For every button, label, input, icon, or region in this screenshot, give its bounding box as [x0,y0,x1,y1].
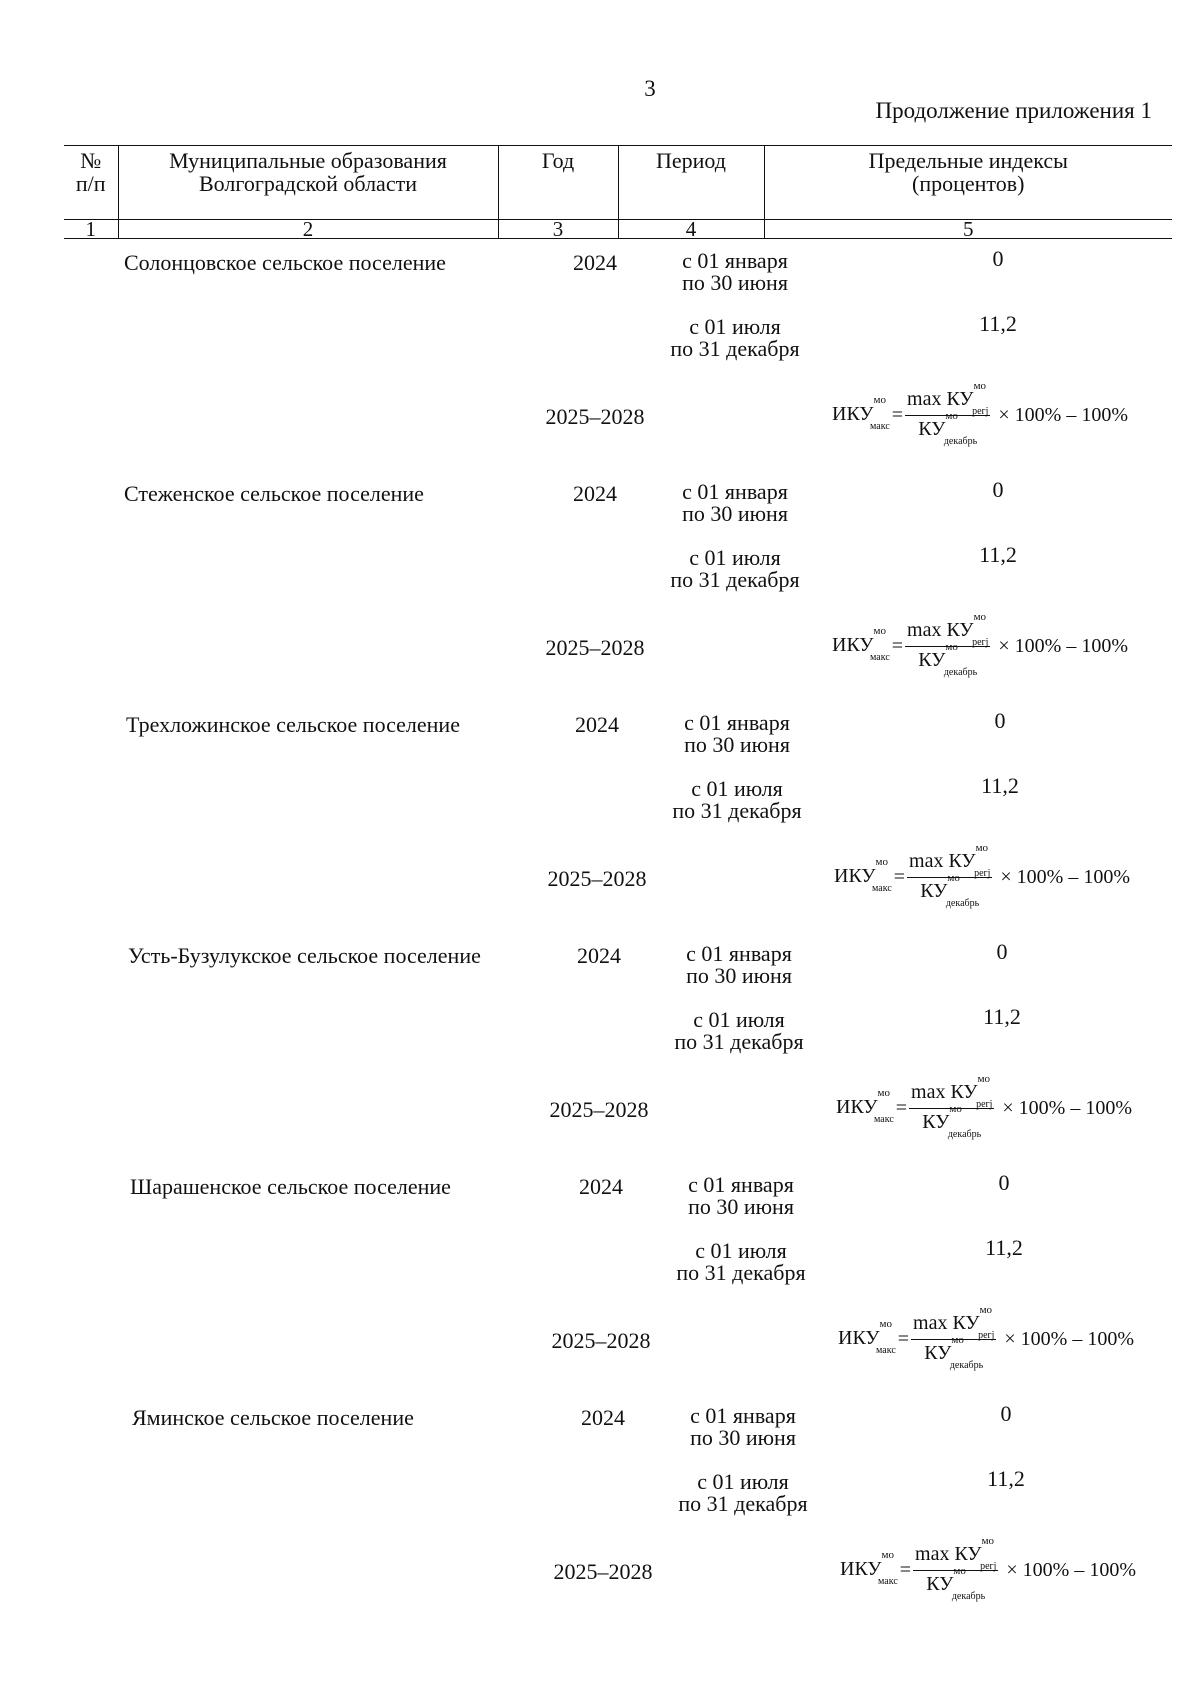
formula-tail: × 100% – 100% [1004,1328,1134,1350]
column-number: 4 [618,220,764,239]
period-first-half: с 01 января по 30 июня [686,941,792,988]
formula-tail: × 100% – 100% [998,635,1128,657]
year-2024: 2024 [573,250,617,275]
formula-numerator: $\max КУ^{мо}_{регj}$ [907,380,989,417]
period-first-half: с 01 января по 30 июня [684,710,790,757]
year-range: 2025–2028 [551,1328,651,1353]
index-value-first-half: 0 [1000,1401,1012,1426]
formula-tail: × 100% – 100% [998,404,1128,426]
year-2024: 2024 [579,1174,623,1199]
formula-lhs: $ИКУ^{мо}_{макс}$ [836,1087,894,1125]
column-number: 5 [764,220,1172,239]
header-col-year: Год [498,146,618,220]
year-range: 2025–2028 [553,1559,653,1584]
municipality-name: Яминское сельское поселение [132,1405,414,1430]
formula-fraction [909,1073,994,1140]
period-first-half: с 01 января по 30 июня [682,479,788,526]
year-2024: 2024 [573,481,617,506]
formula-equals: = [891,404,904,426]
index-formula [836,1073,1132,1140]
period-second-half: с 01 июля по 31 декабря [670,314,800,361]
index-value-second-half: 11,2 [981,773,1019,798]
page-number: 3 [644,76,656,101]
formula-lhs: $ИКУ^{мо}_{макс}$ [832,625,890,663]
table-body [0,246,1200,1636]
period-first-half: с 01 января по 30 июня [690,1403,796,1450]
municipality-block [0,477,1200,712]
header-col-municipality: Муниципальные образования Волгоградской области [118,146,498,220]
formula-numerator: $\max КУ^{мо}_{регj}$ [911,1073,993,1110]
formula-denominator: $КУ^{мо}_{декабрь}$ [918,641,978,678]
period-second-half: с 01 июля по 31 декабря [676,1238,806,1285]
municipality-name: Усть-Бузулукское сельское поселение [128,943,481,968]
column-number: 3 [498,220,618,239]
municipality-name: Шарашенское сельское поселение [130,1174,451,1199]
formula-fraction [905,611,990,678]
municipality-block [2,708,1200,943]
index-value-second-half: 11,2 [983,1004,1021,1029]
index-value-first-half: 0 [996,939,1008,964]
index-value-first-half: 0 [992,477,1004,502]
year-range: 2025–2028 [549,1097,649,1122]
period-second-half: с 01 июля по 31 декабря [678,1469,808,1516]
index-formula [838,1304,1134,1371]
formula-lhs: $ИКУ^{мо}_{макс}$ [832,394,890,432]
formula-numerator: $\max КУ^{мо}_{регj}$ [913,1304,995,1341]
formula-tail: × 100% – 100% [1006,1559,1136,1581]
index-formula [832,611,1128,678]
formula-numerator: $\max КУ^{мо}_{регj}$ [915,1535,997,1572]
formula-denominator: $КУ^{мо}_{декабрь}$ [924,1334,984,1371]
index-formula [832,380,1128,447]
period-second-half: с 01 июля по 31 декабря [670,545,800,592]
formula-lhs: $ИКУ^{мо}_{макс}$ [840,1549,898,1587]
formula-equals: = [899,1559,912,1581]
year-range: 2025–2028 [545,404,645,429]
formula-fraction [907,842,992,909]
index-value-first-half: 0 [994,708,1006,733]
year-2024: 2024 [577,943,621,968]
period-second-half: с 01 июля по 31 декабря [672,776,802,823]
municipality-name: Трехложинское сельское поселение [126,712,460,737]
header-col-period: Период [618,146,764,220]
municipality-block [4,939,1200,1174]
header-col-index: Предельные индексы (процентов) [764,146,1172,220]
table-header [64,145,1172,239]
column-number-row [64,220,1172,239]
municipality-name: Стеженское сельское поселение [124,481,424,506]
index-value-first-half: 0 [998,1170,1010,1195]
municipality-name: Солонцовское сельское поселение [124,250,446,275]
formula-tail: × 100% – 100% [1000,866,1130,888]
index-value-second-half: 11,2 [985,1235,1023,1260]
formula-denominator: $КУ^{мо}_{декабрь}$ [918,410,978,447]
period-first-half: с 01 января по 30 июня [682,248,788,295]
year-range: 2025–2028 [547,866,647,891]
index-value-first-half: 0 [992,246,1004,271]
index-value-second-half: 11,2 [979,542,1017,567]
formula-fraction [911,1304,996,1371]
continuation-label: Продолжение приложения 1 [875,98,1152,123]
municipality-block [0,246,1200,481]
formula-equals: = [891,635,904,657]
period-first-half: с 01 января по 30 июня [688,1172,794,1219]
index-formula [834,842,1130,909]
formula-numerator: $\max КУ^{мо}_{регj}$ [909,842,991,879]
formula-denominator: $КУ^{мо}_{декабрь}$ [922,1103,982,1140]
index-formula [840,1535,1136,1602]
municipality-block [6,1170,1200,1405]
formula-lhs: $ИКУ^{мо}_{макс}$ [838,1318,896,1356]
formula-tail: × 100% – 100% [1002,1097,1132,1119]
formula-numerator: $\max КУ^{мо}_{регj}$ [907,611,989,648]
period-second-half: с 01 июля по 31 декабря [674,1007,804,1054]
formula-lhs: $ИКУ^{мо}_{макс}$ [834,856,892,894]
column-number: 2 [118,220,498,239]
formula-fraction [913,1535,998,1602]
formula-fraction [905,380,990,447]
index-value-second-half: 11,2 [987,1466,1025,1491]
index-value-second-half: 11,2 [979,311,1017,336]
formula-equals: = [895,1097,908,1119]
formula-equals: = [893,866,906,888]
formula-denominator: $КУ^{мо}_{декабрь}$ [920,872,980,909]
column-number: 1 [64,220,118,239]
year-range: 2025–2028 [545,635,645,660]
formula-equals: = [897,1328,910,1350]
header-row [64,146,1172,220]
year-2024: 2024 [581,1405,625,1430]
header-col-number: № п/п [64,146,118,220]
year-2024: 2024 [575,712,619,737]
municipality-block [8,1401,1200,1636]
formula-denominator: $КУ^{мо}_{декабрь}$ [926,1565,986,1602]
